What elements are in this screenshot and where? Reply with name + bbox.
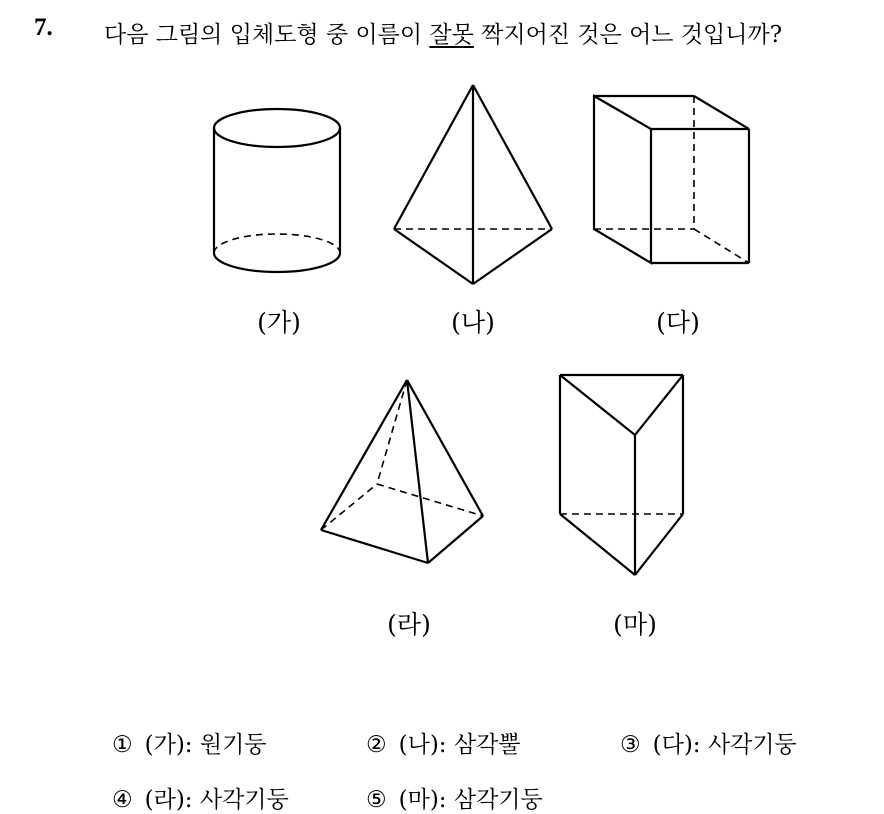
choice-5-text: (마): 삼각기둥 (398, 787, 543, 813)
cylinder-bottom-front (214, 253, 340, 272)
choice-1-mark: ① (112, 732, 133, 758)
choice-4-text: (라): 사각기둥 (144, 787, 289, 813)
tri-prism-bottom-right (635, 514, 683, 575)
square-pyramid-figure (321, 380, 483, 563)
question-text-underlined: 잘못 (429, 22, 474, 48)
pyramid-base-right (473, 229, 552, 284)
question-text-after: 짝지어진 것은 어느 것입니까? (473, 22, 783, 48)
triangular-prism-figure (560, 375, 683, 575)
cylinder-figure (214, 109, 340, 272)
pyramid-right-edge (473, 85, 552, 229)
shape-label-da: (다) (656, 308, 700, 337)
choice-1-text: (가): 원기둥 (144, 732, 267, 758)
prism-top-right (694, 96, 749, 129)
tri-prism-bottom-left (560, 514, 635, 575)
choice-3[interactable] (620, 726, 797, 759)
tri-prism-top-right (635, 375, 683, 435)
shape-label-na: (나) (451, 308, 495, 337)
choice-2-text: (나): 삼각뿔 (398, 732, 521, 758)
sq-pyramid-hidden-base-left (321, 484, 377, 530)
sq-pyramid-hidden-edge (377, 380, 407, 484)
choice-3-mark: ③ (620, 732, 641, 758)
question-number: 7. (34, 14, 53, 41)
sq-pyramid-base-front-right (428, 516, 483, 563)
choice-3-text: (다): 사각기둥 (652, 732, 797, 758)
shape-label-ra: (라) (387, 610, 431, 639)
sq-pyramid-edge-right (407, 380, 483, 516)
prism-front-face (594, 96, 651, 263)
cylinder-bottom-back (214, 234, 340, 253)
prism-hidden-bottom-right (694, 229, 749, 263)
question-text-before: 다음 그림의 입체도형 중 이름이 (104, 22, 430, 48)
rectangular-prism-figure (594, 96, 749, 263)
choice-4-mark: ④ (112, 787, 133, 813)
triangular-pyramid-figure (394, 85, 552, 284)
choice-4[interactable] (112, 781, 289, 814)
cylinder-top (214, 109, 340, 147)
pyramid-base-left (394, 229, 473, 284)
sq-pyramid-edge-front (407, 380, 428, 563)
pyramid-left-edge (394, 85, 473, 229)
shape-label-ma: (마) (613, 610, 657, 639)
sq-pyramid-edge-left (321, 380, 407, 530)
choice-2[interactable] (366, 726, 521, 759)
choice-5-mark: ⑤ (366, 787, 387, 813)
choice-1[interactable] (112, 726, 267, 759)
tri-prism-top-left (560, 375, 635, 435)
choice-5[interactable] (366, 781, 543, 814)
shape-label-ga: (가) (257, 308, 301, 337)
sq-pyramid-base-front-left (321, 530, 428, 563)
choice-2-mark: ② (366, 732, 387, 758)
